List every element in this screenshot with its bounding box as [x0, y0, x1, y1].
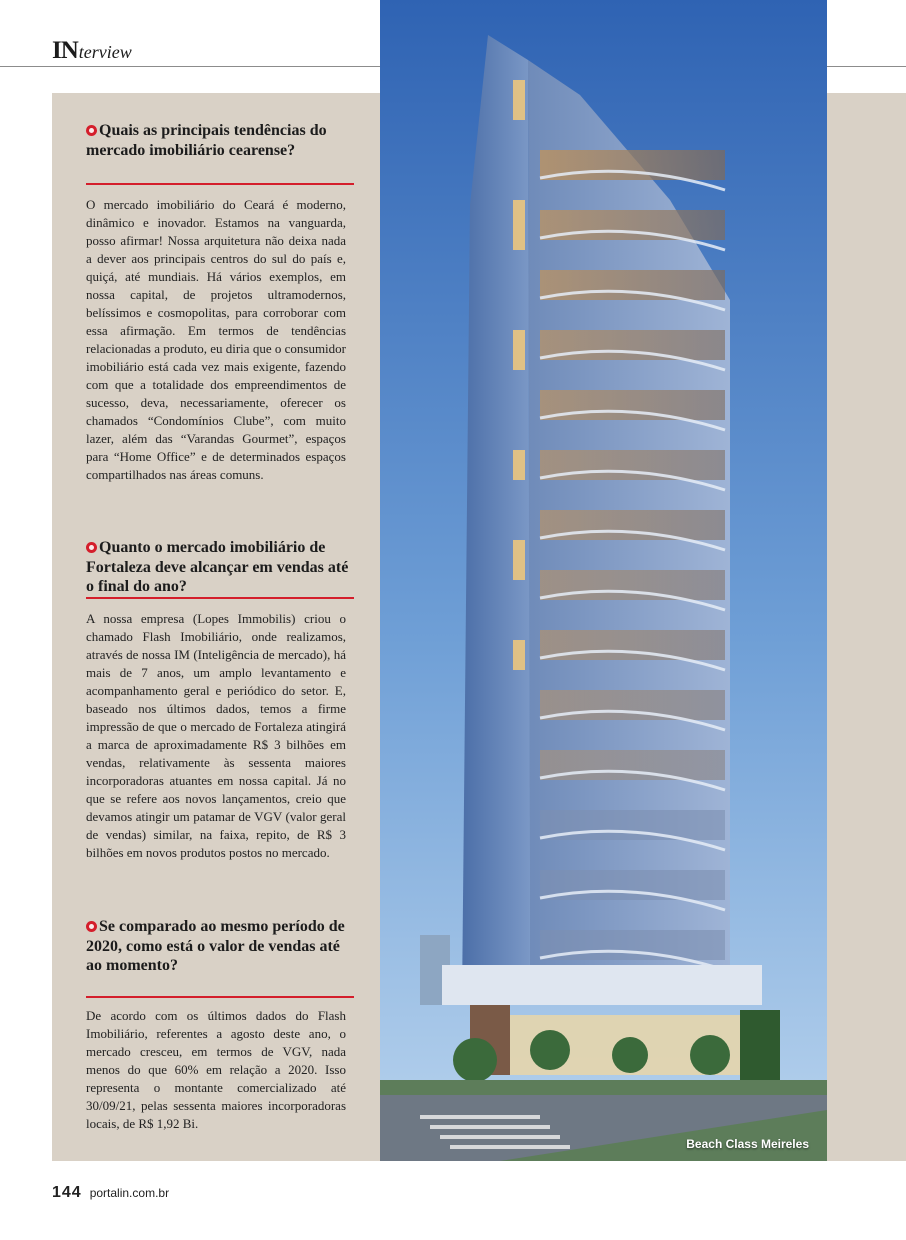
- building-photo: [380, 0, 827, 1161]
- brand-strong: IN: [52, 37, 78, 64]
- answer-2: A nossa empresa (Lopes Immobilis) criou o chamado Flash Imobiliário, onde realizamos, através de nossa IM (Inteligência de mercado), há mais de 7 anos, um amplo levantamento e acompanhamento geral e periódico do setor. E, baseado nos últimos dados, temos a firme impressão de que o mercado de Fortaleza atingirá a marca de aproximadamente R$ 3 bilhões em vendas, relativamente às sessenta maiores incorporadoras atuantes em nossa capital. Já no que se refere aos novos lançamentos, creio que devamos atingir um patamar de VGV (valor geral de vendas) similar, na faixa, repito, de R$ 3 bilhões em novos produtos postos no mercado.: [86, 611, 346, 860]
- question-1-text: Quais as principais tendências do mercado imobiliário cearense?: [86, 122, 327, 159]
- photo-caption: Beach Class Meireles: [686, 1137, 809, 1151]
- question-3-title: [86, 917, 356, 976]
- question-2-title: [86, 538, 356, 597]
- building-illustration: [380, 0, 827, 1161]
- question-2-rule: [86, 597, 354, 599]
- bullet-icon: [86, 921, 97, 932]
- bullet-icon: [86, 542, 97, 553]
- site-url: portalin.com.br: [89, 1186, 170, 1200]
- question-3-text: Se comparado ao mesmo período de 2020, como está o valor de vendas até ao momento?: [86, 918, 345, 974]
- question-2-text: Quanto o mercado imobiliário de Fortaleza deve alcançar em vendas até o final do ano?: [86, 539, 349, 595]
- brand-rest: terview: [78, 42, 132, 62]
- question-1-rule: [86, 183, 354, 185]
- section-brand: [52, 36, 132, 67]
- question-1-title: [86, 121, 356, 160]
- answer-3: De acordo com os últimos dados do Flash Imobiliário, referentes a agosto deste ano, o mercado cresceu, em termos de VGV, nada menos do que 60% em relação a 2020. Isso representa o montante comercializado até 30/09/21, pelas sessenta maiores incorporadoras locais, de R$ 1,92 Bi.: [86, 1008, 346, 1131]
- page-footer: [52, 1184, 169, 1202]
- bullet-icon: [86, 125, 97, 136]
- question-3-rule: [86, 996, 354, 998]
- page-number: 144: [52, 1184, 82, 1201]
- answer-1: O mercado imobiliário do Ceará é moderno, dinâmico e inovador. Estamos na vanguarda, posso afirmar! Nossa arquitetura não deixa nada a dever aos principais centros do sul do país e, quiçá, até mundiais. Há vários exemplos, em nossa capital, de projetos ultramodernos, belíssimos e cosmopolitas, para corroborar com essa afirmação. Em termos de tendências relacionadas a produto, eu diria que o consumidor imobiliário está cada vez mais exigente, fazendo com que a totalidade dos empreendimentos de sucesso, deva, necessariamente, oferecer os chamados “Condomínios Clube”, com muito lazer, além das “Varandas Gourmet”, espaços para “Home Office” e de determinados espaços compartilhados nas áreas comuns.: [86, 197, 346, 482]
